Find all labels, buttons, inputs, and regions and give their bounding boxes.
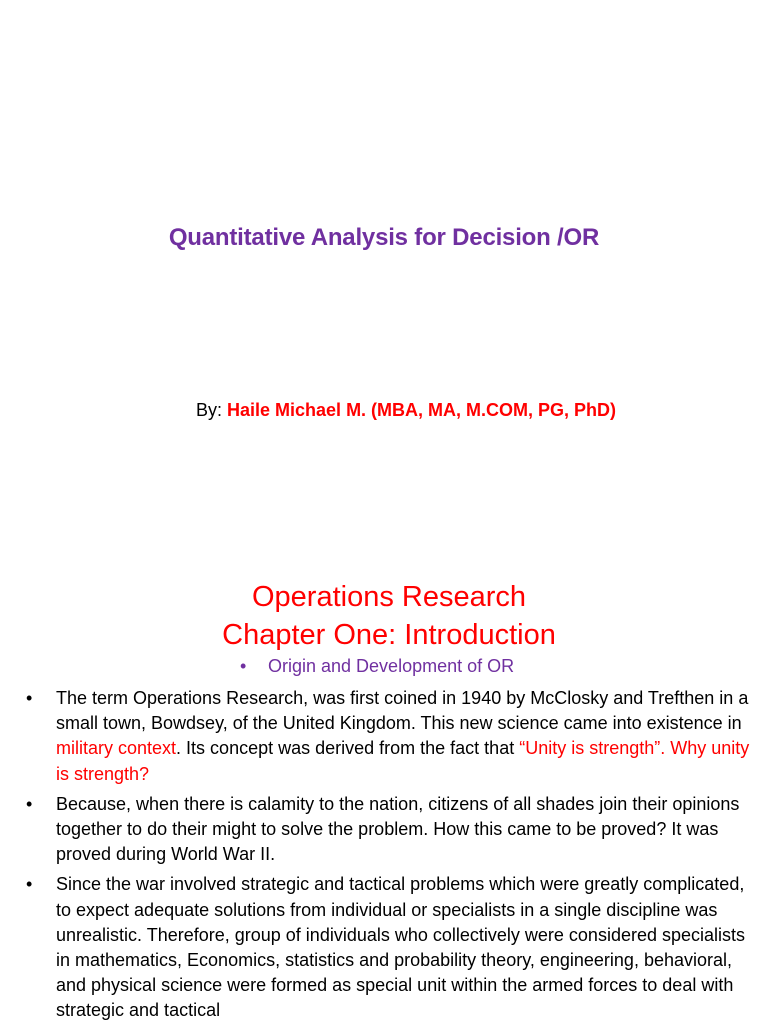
paragraph-text: . Its concept was derived from the fact that: [176, 738, 520, 759]
chapter-title-line1: Operations Research: [251, 581, 527, 613]
paragraph-text: Because, when there is calamity to the nation, citizens of all shades join their opinions together to do their might to solve the problem. How this came to be proved? It was proved during World War II.: [56, 793, 740, 865]
bullet-marker: •: [26, 874, 33, 895]
subtopic-text: Origin and Development of OR: [268, 656, 515, 676]
subtopic-heading: [240, 656, 514, 677]
chapter-heading: [0, 578, 768, 654]
byline-prefix: By:: [196, 400, 228, 420]
author-name: Haile Michael M. (MBA, MA, M.COM, PG, PhD): [227, 400, 617, 420]
paragraph-text: The term Operations Research, was first coined in 1940 by McClosky and Trefthen in a small town, Bowdsey, of the United Kingdom. This new science came into existence in: [56, 688, 749, 734]
chapter-title-line2: Chapter One: Introduction: [222, 619, 556, 651]
list-item: [24, 872, 760, 1023]
bullet-marker: •: [26, 793, 33, 814]
list-item: [24, 686, 760, 787]
bullet-marker: •: [26, 688, 33, 708]
bullet-marker: •: [240, 656, 247, 676]
list-item: [24, 792, 760, 868]
highlight-text: “Unity is strength”. Why unity is strength?: [56, 738, 750, 784]
paragraph-text: Since the war involved strategic and tactical problems which were greatly complicated, to expect adequate solutions from individual or specialists in a single discipline was unrealistic. Therefore, group of individuals who collectively were considered specialists in mathematics, Economics, statistics and probability theory, engineering, behavioral, and physical science were formed as special unit within the armed forces to deal with strategic and tactical: [56, 874, 746, 1021]
bullet-list: [24, 686, 760, 1029]
byline: [196, 400, 616, 421]
highlight-text: military context: [56, 738, 177, 759]
page-title: Quantitative Analysis for Decision /OR: [168, 224, 600, 251]
